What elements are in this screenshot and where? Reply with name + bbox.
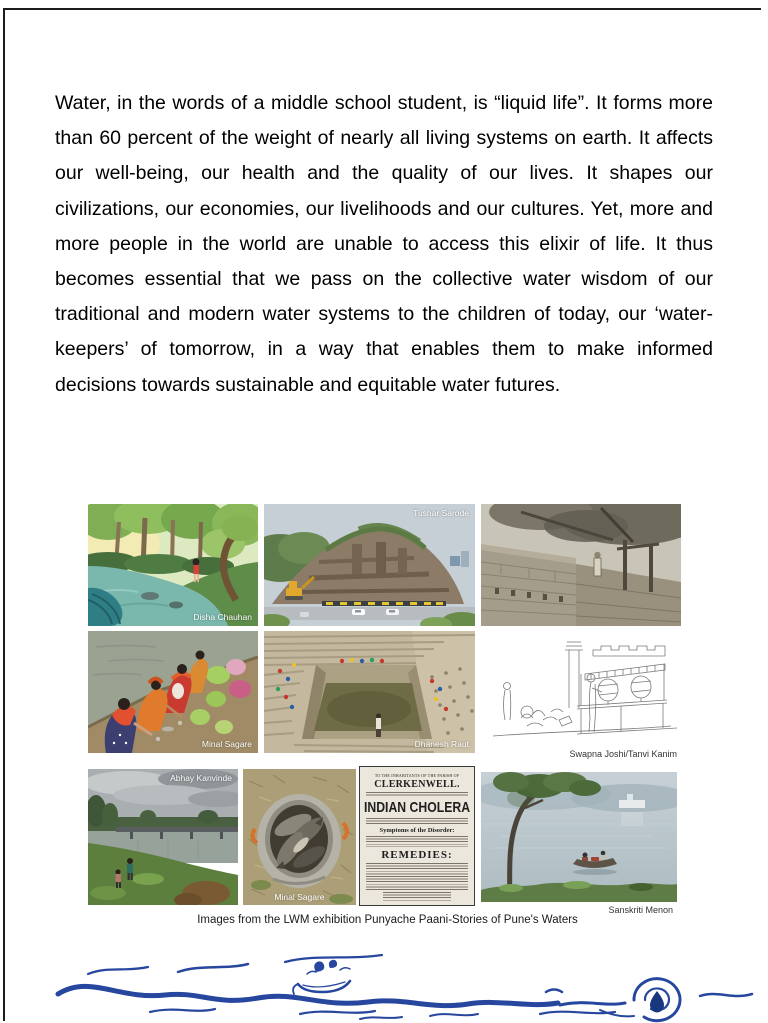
poster-parish-title: CLERKENWELL.: [374, 779, 460, 790]
lake-boat-art: [481, 772, 677, 902]
photo-credit: Sanskriti Menon: [608, 905, 673, 915]
ritual-offerings-art: [88, 631, 258, 753]
scan-edge-left: [3, 8, 5, 1021]
riverbank-children-art: [88, 769, 238, 905]
fish-catch-photo: [243, 769, 356, 905]
stepped-tank-art: [264, 631, 475, 753]
water-waves-decoration: [0, 948, 768, 1023]
ritual-offerings-photo: [88, 631, 258, 753]
poster-fine-print: [366, 792, 468, 797]
poster-addressee: TO THE INHABITANTS OF THE PARISH OF: [374, 773, 460, 778]
river-illustration-art: [88, 504, 258, 626]
historic-stone-well-photo: [481, 504, 681, 626]
center-drop-icon: [650, 991, 664, 1013]
cholera-poster-sheet: [359, 766, 475, 906]
poster-fine-print: [366, 818, 468, 826]
poster-headline: INDIAN CHOLERA: [363, 798, 471, 817]
photo-credit: Dhanesh Raut: [414, 739, 469, 749]
lake-boat-photo: [481, 772, 677, 915]
stepped-tank-photo: [264, 631, 475, 753]
photo-credit: Tushar Sarode: [413, 508, 469, 518]
gallery-caption: Images from the LWM exhibition Punyache Paani-Stories of Pune's Waters: [197, 914, 578, 926]
intro-paragraph: Water, in the words of a middle school student, is “liquid life”. It forms more than 60 percent of the weight of nearly all living systems on earth. It affects our well-being, our health and the quality of our lives. It shapes our civilizations, our economies, our livelihoods and our cultures. Yet, more and more people in the world are unable to access this elixir of life. It thus becomes essential that we pass on the collective water wisdom of our traditional and modern water systems to the children of today, our ‘water-keepers’ of tomorrow, in a way that enables them to make informed decisions towards sustainable and equitable water futures.: [55, 92, 713, 396]
fish-catch-art: [243, 769, 356, 905]
water-stand-sketch: [481, 634, 681, 759]
boat-doodle: [293, 968, 350, 994]
photo-credit: Minal Sagare: [274, 892, 325, 902]
hill-excavation-photo: [264, 504, 475, 626]
cholera-poster: [359, 766, 475, 906]
riverbank-children-photo: [88, 769, 238, 905]
poster-fine-print: [366, 836, 468, 847]
water-stand-sketch-art: [481, 634, 681, 746]
photo-credit: Abhay Kanvinde: [170, 773, 232, 783]
scan-edge-top: [4, 8, 761, 10]
poster-symptoms-heading: Symptoms of the Disorder:: [379, 827, 455, 835]
poster-fine-print: [366, 863, 468, 890]
water-drop-doodles: [314, 960, 337, 972]
photo-credit: Minal Sagare: [201, 739, 252, 749]
river-illustration: [88, 504, 258, 626]
photo-credit: Disha Chauhan: [193, 612, 252, 622]
poster-remedies-heading: REMEDIES:: [381, 849, 453, 862]
photo-credit: Swapna Joshi/Tanvi Kanim: [569, 749, 677, 759]
historic-stone-well-art: [481, 504, 681, 626]
poster-fine-print: [383, 892, 451, 901]
hill-excavation-art: [264, 504, 475, 626]
